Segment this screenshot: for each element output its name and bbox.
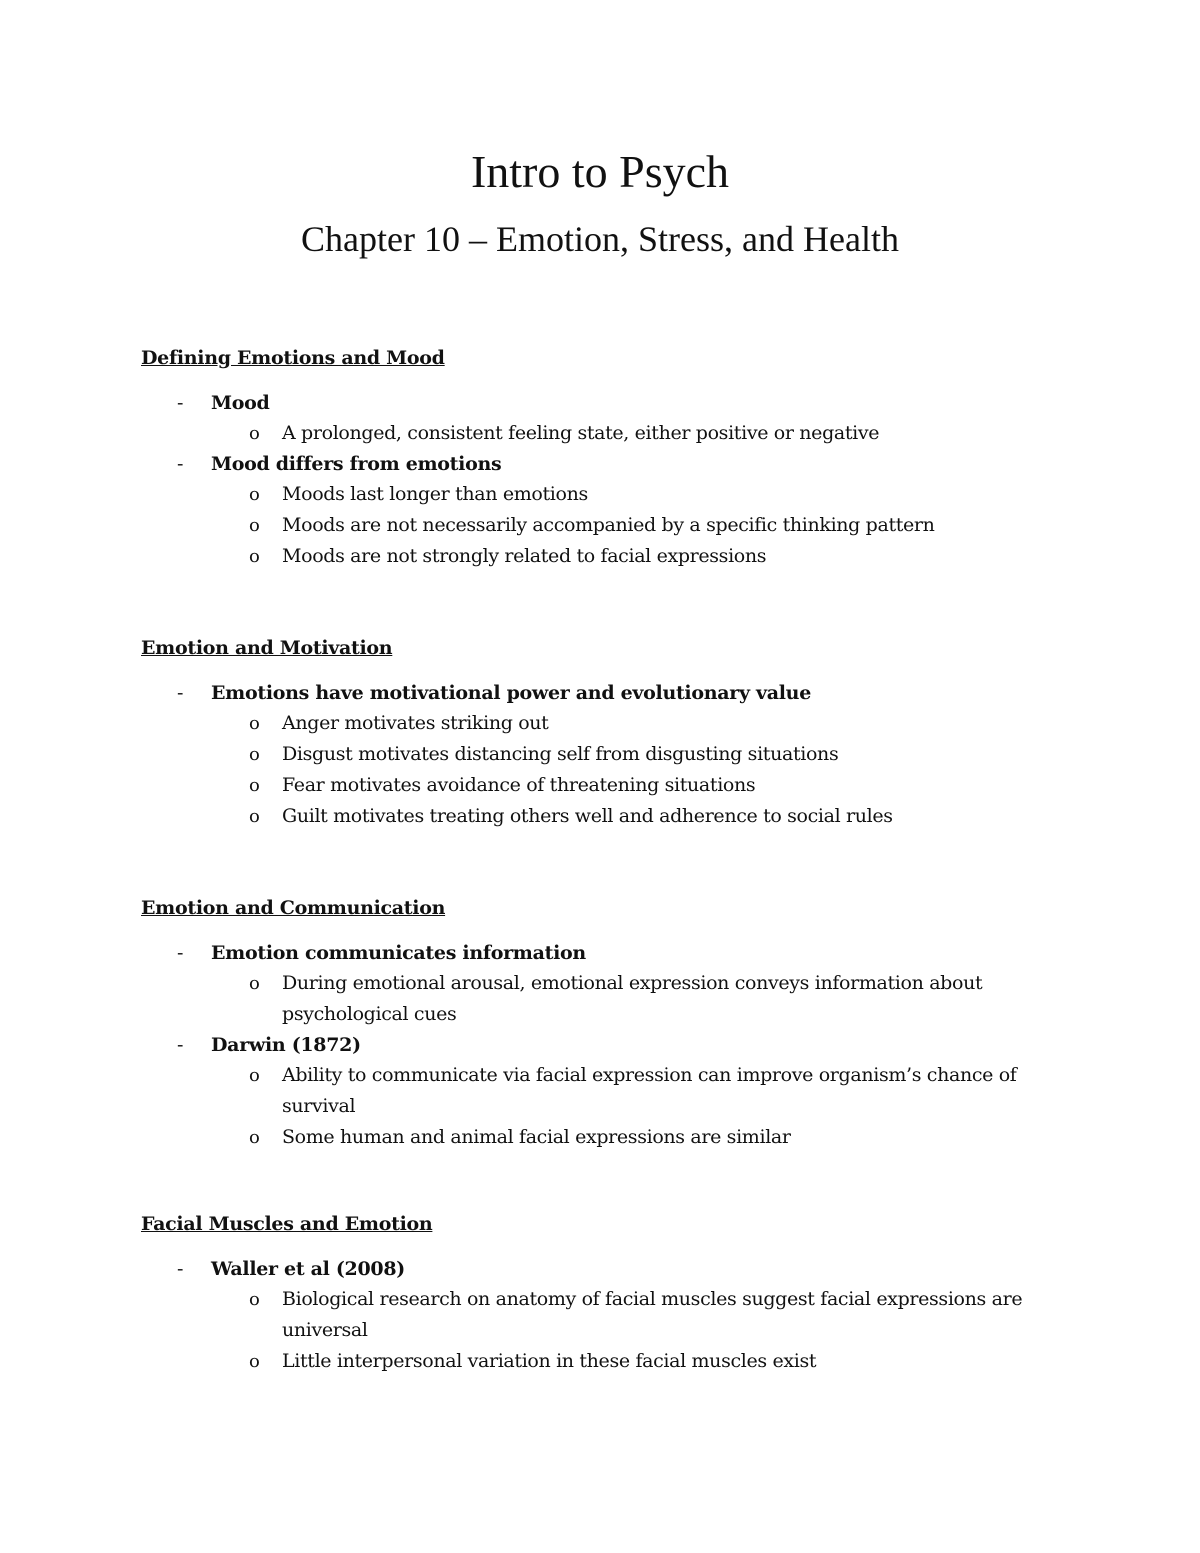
sub-item: o Guilt motivates treating others well and adherence to social rules [141,801,1061,832]
sub-item: o Fear motivates avoidance of threatening situations [141,770,1061,801]
circle-bullet-icon: o [249,713,260,734]
sub-item: o Ability to communicate via facial expression can improve organism’s chance of survival [141,1060,1061,1122]
section-emotion-communication [141,896,1061,1153]
section-heading: Defining Emotions and Mood [141,347,445,369]
sub-item: o A prolonged, consistent feeling state, either positive or negative [141,418,1061,449]
circle-bullet-icon: o [249,546,260,567]
circle-bullet-icon: o [249,423,260,444]
sub-item: o Moods are not strongly related to facial expressions [141,541,1061,572]
circle-bullet-icon: o [249,1351,260,1372]
circle-bullet-icon: o [249,806,260,827]
dash-bullet: - [177,942,184,964]
section-facial-muscles [141,1212,1061,1377]
section-defining-emotions [141,346,1061,572]
item-label: Mood [211,392,270,414]
sub-item: o Moods last longer than emotions [141,479,1061,510]
section-heading: Emotion and Communication [141,897,446,919]
dash-bullet: - [177,392,184,414]
item-label: Waller et al (2008) [211,1258,405,1280]
circle-bullet-icon: o [249,973,260,994]
chapter-subtitle: Chapter 10 – Emotion, Stress, and Health [301,219,899,259]
section-heading: Facial Muscles and Emotion [141,1213,433,1235]
sub-item: o Some human and animal facial expressions are similar [141,1122,1061,1153]
item-label: Emotion communicates information [211,942,586,964]
item-label: Emotions have motivational power and evolutionary value [211,682,811,704]
sub-item: o Moods are not necessarily accompanied by a specific thinking pattern [141,510,1061,541]
item-label: Mood differs from emotions [211,453,502,475]
outline-item [141,449,1061,572]
outline-item [141,938,1061,1030]
sub-item: o Little interpersonal variation in these facial muscles exist [141,1346,1061,1377]
circle-bullet-icon: o [249,744,260,765]
outline-item [141,1254,1061,1377]
document-title: Intro to Psych [470,146,730,197]
circle-bullet-icon: o [249,1289,260,1310]
item-label: Darwin (1872) [211,1034,361,1056]
outline-item [141,1030,1061,1153]
circle-bullet-icon: o [249,1065,260,1086]
sub-item: o Biological research on anatomy of facial muscles suggest facial expressions are universal [141,1284,1061,1346]
sub-item: o Anger motivates striking out [141,708,1061,739]
circle-bullet-icon: o [249,515,260,536]
dash-bullet: - [177,453,184,475]
sub-item: o During emotional arousal, emotional expression conveys information about psychological cues [141,968,1061,1030]
circle-bullet-icon: o [249,1127,260,1148]
outline-item [141,678,1061,832]
circle-bullet-icon: o [249,775,260,796]
section-emotion-motivation [141,636,1061,832]
dash-bullet: - [177,1034,184,1056]
section-heading: Emotion and Motivation [141,637,393,659]
dash-bullet: - [177,1258,184,1280]
outline-item [141,388,1061,449]
dash-bullet: - [177,682,184,704]
circle-bullet-icon: o [249,484,260,505]
sub-item: o Disgust motivates distancing self from disgusting situations [141,739,1061,770]
